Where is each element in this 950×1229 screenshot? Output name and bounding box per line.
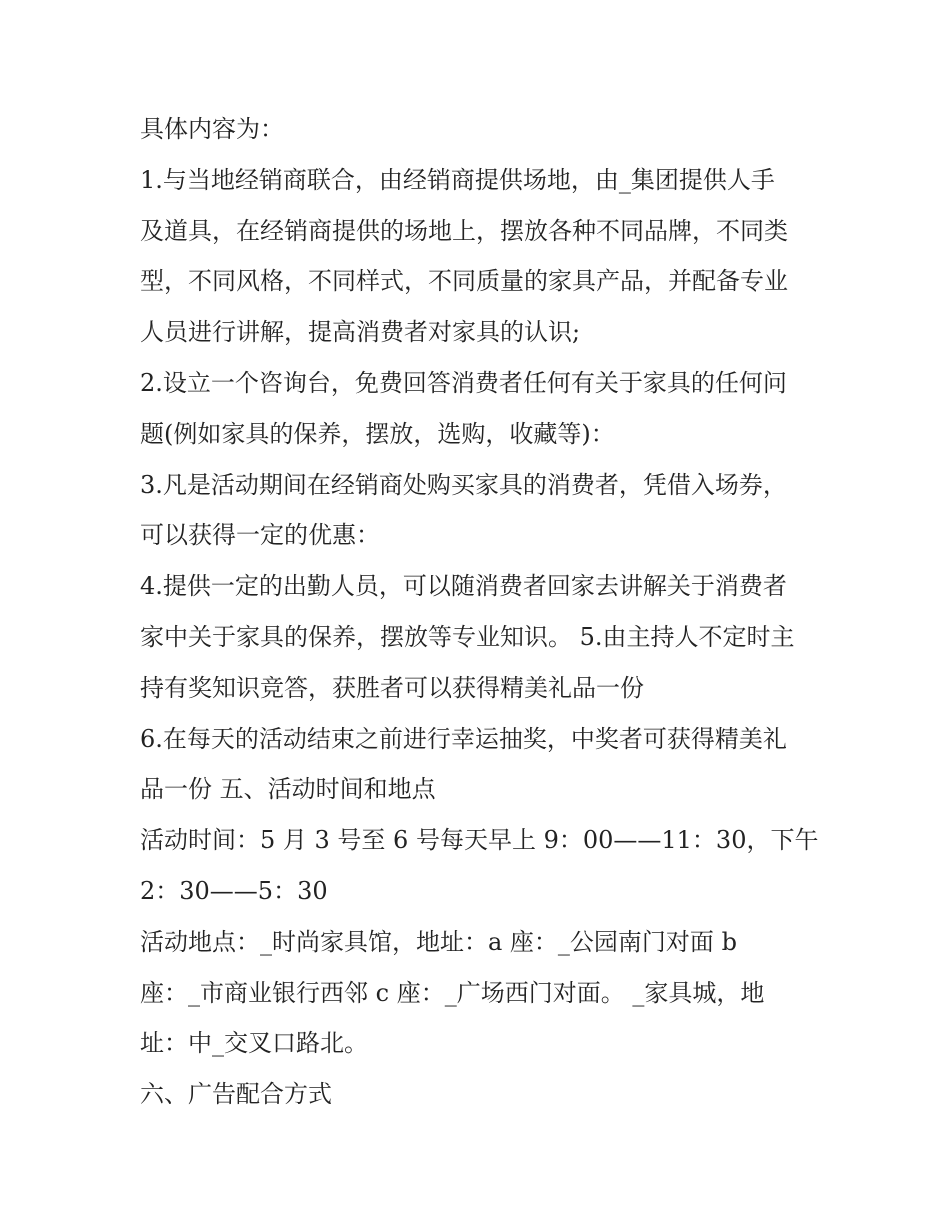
event-location-line: 址：中_交叉口路北。 (140, 1029, 368, 1058)
paragraph-line: 可以获得一定的优惠： (140, 521, 380, 550)
paragraph-line: 2.设立一个咨询台，免费回答消费者任何有关于家具的任何问 (140, 368, 787, 397)
paragraph-line: 家中关于家具的保养，摆放等专业知识。 5.由主持人不定时主 (140, 622, 795, 651)
paragraph-line: 3.凡是活动期间在经销商处购买家具的消费者，凭借入场券， (140, 470, 787, 499)
paragraph-line: 6.在每天的活动结束之前进行幸运抽奖，中奖者可获得精美礼 (140, 724, 787, 753)
document-body (140, 104, 830, 1120)
event-time-line: 活动时间：5 月 3 号至 6 号每天早上 9：00——11：30，下午 (140, 826, 819, 855)
paragraph-line: 及道具，在经销商提供的场地上，摆放各种不同品牌，不同类 (140, 216, 788, 245)
section-heading: 六、广告配合方式 (140, 1080, 332, 1109)
paragraph-line: 品一份 五、活动时间和地点 (140, 775, 436, 804)
paragraph-line: 1.与当地经销商联合，由经销商提供场地，由_集团提供人手 (140, 165, 775, 194)
paragraph-line: 4.提供一定的出勤人员，可以随消费者回家去讲解关于消费者 (140, 572, 787, 601)
paragraph-line: 型，不同风格，不同样式，不同质量的家具产品，并配备专业 (140, 267, 788, 296)
content-heading: 具体内容为： (140, 115, 284, 143)
paragraph-line: 持有奖知识竞答，获胜者可以获得精美礼品一份 (140, 673, 644, 702)
paragraph-line: 题(例如家具的保养，摆放，选购，收藏等)： (140, 419, 615, 448)
event-location-line: 座：_市商业银行西邻 c 座：_广场西门对面。 _家具城，地 (140, 978, 765, 1007)
event-location-line: 活动地点：_时尚家具馆，地址：a 座：_公园南门对面 b (140, 927, 737, 956)
event-time-line: 2：30——5：30 (140, 876, 328, 905)
paragraph-line: 人员进行讲解，提高消费者对家具的认识; (140, 318, 581, 347)
